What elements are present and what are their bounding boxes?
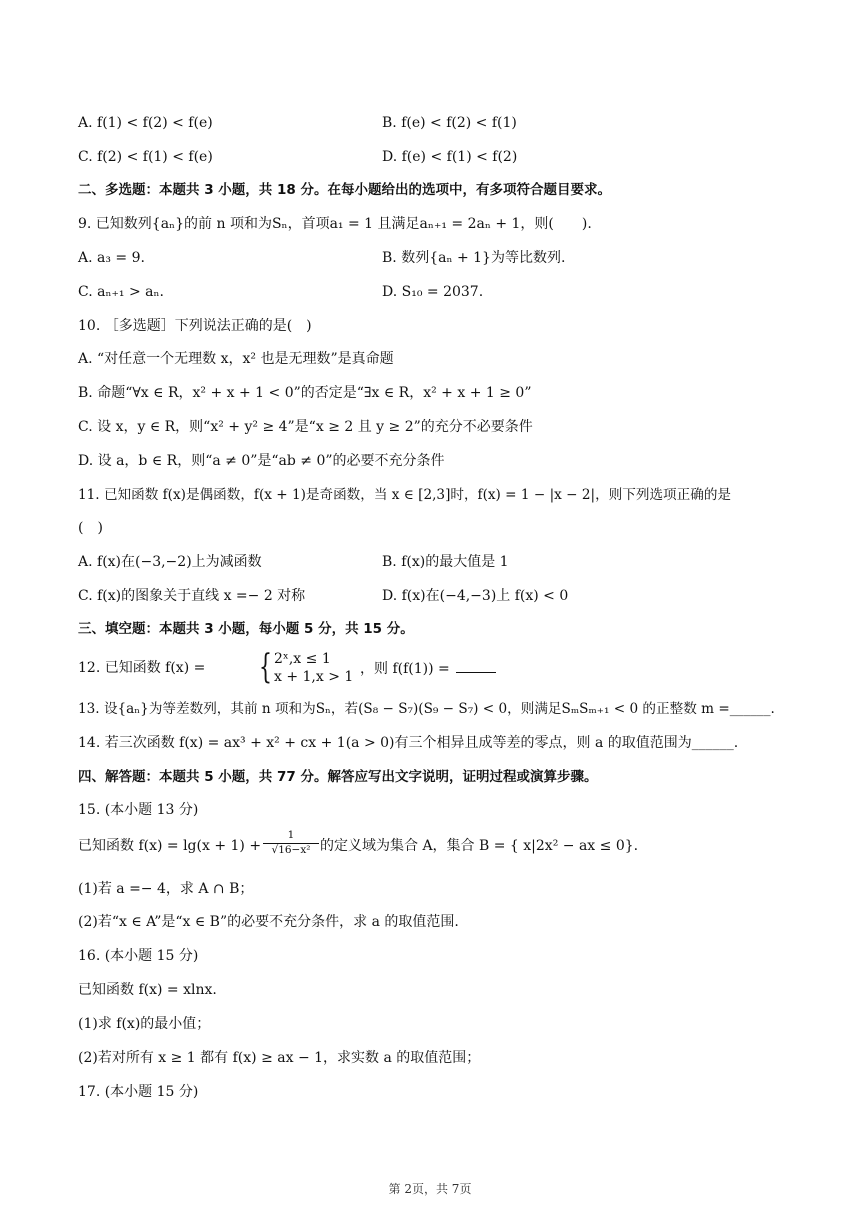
q15-stem-prefix: 已知函数 f(x) = lg(x + 1) +: [78, 838, 262, 854]
q11-option-d: D. f(x)在(−4,−3)上 f(x) < 0: [382, 588, 569, 604]
q10-option-d: D. 设 a，b ∈ R，则“a ≠ 0”是“ab ≠ 0”的必要不充分条件: [78, 453, 445, 469]
q15-part-1: (1)若 a =− 4，求 A ∩ B；: [78, 881, 254, 897]
q9-option-b: B. 数列{aₙ + 1}为等比数列.: [382, 250, 566, 266]
section-2-heading: 二、多选题：本题共 3 小题，共 18 分。在每小题给出的选项中，有多项符合题目要求。: [78, 182, 611, 198]
q17-title: 17. (本小题 15 分): [78, 1084, 199, 1100]
brace-symbol: {: [259, 647, 272, 687]
q11-stem-line2: ( ): [78, 520, 103, 536]
q16-part-2: (2)若对所有 x ≥ 1 都有 f(x) ≥ ax − 1，求实数 a 的取值范围；: [78, 1050, 481, 1066]
q9-option-d: D. S₁₀ = 2037.: [382, 284, 484, 300]
page-footer: 第 2页，共 7页: [388, 1182, 472, 1196]
q8-option-c: C. f(2) < f(1) < f(e): [78, 149, 213, 165]
q15-part-2: (2)若“x ∈ A”是“x ∈ B”的必要不充分条件，求 a 的取值范围.: [78, 914, 459, 930]
q12-case-1: 2ˣ,x ≤ 1: [274, 651, 331, 667]
q15-stem-suffix: 的定义域为集合 A，集合 B = { x|2x² − ax ≤ 0}.: [320, 838, 639, 854]
q9-stem: 9. 已知数列{aₙ}的前 n 项和为Sₙ，首项a₁ = 1 且满足aₙ₊₁ = 2aₙ + 1，则( ).: [78, 216, 592, 232]
q10-option-c: C. 设 x，y ∈ R，则“x² + y² ≥ 4”是“x ≥ 2 且 y ≥ 2”的充分不必要条件: [78, 419, 533, 435]
q9-option-c: C. aₙ₊₁ > aₙ.: [78, 284, 165, 300]
q12-prefix: 12. 已知函数 f(x) =: [78, 660, 206, 676]
q9-option-a: A. a₃ = 9.: [78, 250, 145, 266]
q12-case-2: x + 1,x > 1: [274, 669, 354, 685]
fraction-denominator: √16−x²: [271, 844, 311, 856]
q10-option-a: A. “对任意一个无理数 x，x² 也是无理数”是真命题: [78, 351, 394, 367]
q12-suffix: ，则 f(f(1)) =: [360, 660, 496, 677]
q11-stem-line1: 11. 已知函数 f(x)是偶函数，f(x + 1)是奇函数，当 x ∈ [2,3]时，f(x) = 1 − |x − 2|，则下列选项正确的是: [78, 487, 732, 503]
q12-piecewise: [78, 647, 578, 687]
fraction-numerator: 1: [263, 829, 319, 844]
q8-option-d: D. f(e) < f(1) < f(2): [382, 149, 518, 165]
q15-title: 15. (本小题 13 分): [78, 802, 199, 818]
q10-stem: 10. ［多选题］下列说法正确的是( ): [78, 318, 312, 334]
q16-stem: 已知函数 f(x) = xlnx.: [78, 982, 217, 998]
answer-blank: [456, 660, 496, 673]
q11-option-a: A. f(x)在(−3,−2)上为减函数: [78, 554, 262, 570]
q10-option-b: B. 命题“∀x ∈ R，x² + x + 1 < 0”的否定是“∃x ∈ R，x² + x + 1 ≥ 0”: [78, 385, 532, 401]
q8-option-b: B. f(e) < f(2) < f(1): [382, 115, 517, 131]
q16-title: 16. (本小题 15 分): [78, 948, 199, 964]
q14-text: 14. 若三次函数 f(x) = ax³ + x² + cx + 1(a > 0)有三个相异且成等差的零点，则 a 的取值范围为______.: [78, 735, 739, 751]
q8-option-a: A. f(1) < f(2) < f(e): [78, 115, 213, 131]
q15-fraction: [263, 829, 319, 857]
section-4-heading: 四、解答题：本题共 5 小题，共 77 分。解答应写出文字说明，证明过程或演算步骤。: [78, 769, 598, 785]
q13-text: 13. 设{aₙ}为等差数列，其前 n 项和为Sₙ，若(S₈ − S₇)(S₉ − S₇) < 0，则满足SₘSₘ₊₁ < 0 的正整数 m =______.: [78, 701, 775, 717]
q11-option-c: C. f(x)的图象关于直线 x =− 2 对称: [78, 588, 306, 604]
q11-option-b: B. f(x)的最大值是 1: [382, 554, 509, 570]
q16-part-1: (1)求 f(x)的最小值；: [78, 1016, 211, 1032]
section-3-heading: 三、填空题：本题共 3 小题，每小题 5 分，共 15 分。: [78, 621, 414, 637]
